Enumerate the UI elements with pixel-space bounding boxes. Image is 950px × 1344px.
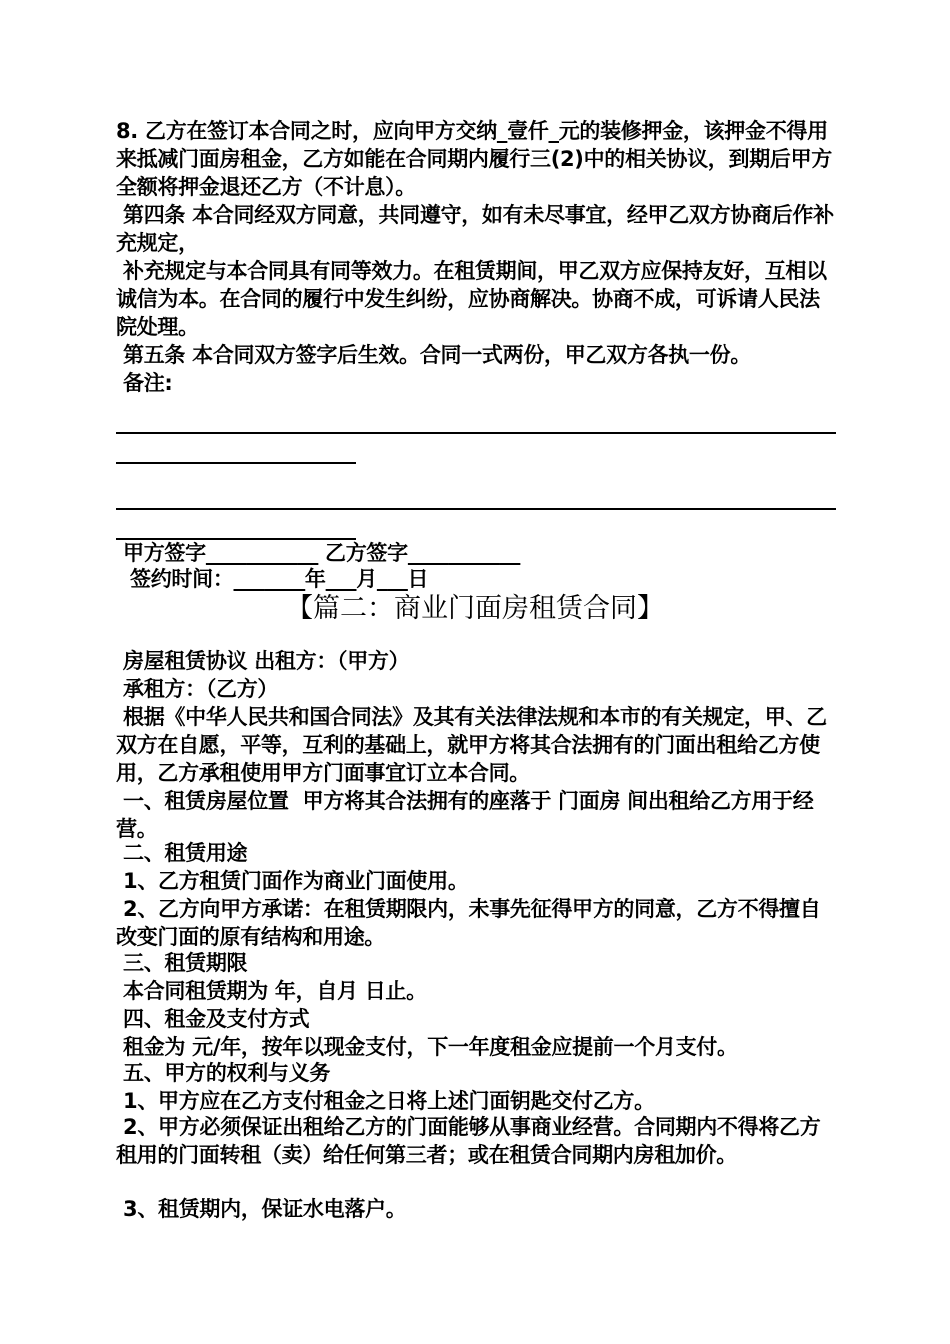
agreement-title: 房屋租赁协议 出租方：（甲方） (116, 649, 410, 673)
article-5: 第五条 本合同双方签字后生效。合同一式两份，甲乙双方各执一份。 (116, 343, 752, 367)
section-2-item-1: 1、乙方租赁门面作为商业门面使用。 (116, 869, 469, 893)
lessee-label: 承租方：（乙方） (116, 677, 279, 701)
section-5-item-2: 2、甲方必须保证出租给乙方的门面能够从事商业经营。合同期内不得将乙方租用的门面转租（卖）给任何第三者；或在租赁合同期内房租加价。 (116, 1115, 821, 1167)
section-3-term: 本合同租赁期为 年，自月 日止。 (116, 979, 427, 1003)
section-3-heading: 三、租赁期限 (116, 951, 248, 975)
section-5-heading: 五、甲方的权利与义务 (116, 1061, 331, 1085)
article-4-part-2: 补充规定与本合同具有同等效力。在租赁期间，甲乙双方应保持友好，互相以诚信为本。在合同的履行中发生纠纷，应协商解决。协商不成，可诉请人民法院处理。 (116, 259, 827, 339)
article-4-part-1: 第四条 本合同经双方同意，共同遵守，如有未尽事宜，经甲乙双方协商后作补充规定， (116, 203, 834, 255)
signature-line: 甲方签字___________ 乙方签字___________ (116, 541, 521, 565)
remark-line-2 (116, 508, 836, 510)
remark-line-1-continued (116, 462, 356, 464)
section-5-item-1: 1、甲方应在乙方支付租金之日将上述门面钥匙交付乙方。 (116, 1089, 655, 1113)
section-heading: 【篇二：商业门面房租赁合同】 (286, 593, 664, 624)
signing-date: 签约时间：_______年___月___日 (116, 567, 429, 591)
section-4-heading: 四、租金及支付方式 (116, 1007, 310, 1031)
clause-8: 8. 乙方在签订本合同之时，应向甲方交纳_壹仟_元的装修押金，该押金不得用来抵减门面房租金，乙方如能在合同期内履行三(2)中的相关协议，到期后甲方全额将押金退还乙方（不计息）。 (116, 119, 833, 199)
section-5-item-3: 3、租赁期内，保证水电落户。 (116, 1197, 407, 1221)
remark-label: 备注: (116, 371, 173, 395)
section-2-heading: 二、租赁用途 (116, 841, 248, 865)
section-2-item-2: 2、乙方向甲方承诺：在租赁期限内，未事先征得甲方的同意，乙方不得擅自改变门面的原有结构和用途。 (116, 897, 821, 949)
remark-line-1 (116, 432, 836, 434)
section-4-rent: 租金为 元/年，按年以现金支付，下一年度租金应提前一个月支付。 (116, 1035, 738, 1059)
section-1-location: 一、租赁房屋位置 甲方将其合法拥有的座落于 门面房 间出租给乙方用于经营。 (116, 789, 814, 841)
preamble: 根据《中华人民共和国合同法》及其有关法律法规和本市的有关规定，甲、乙双方在自愿，平等，互利的基础上，就甲方将其合法拥有的门面出租给乙方使用，乙方承租使用甲方门面事宜订立本合同。 (116, 705, 827, 785)
